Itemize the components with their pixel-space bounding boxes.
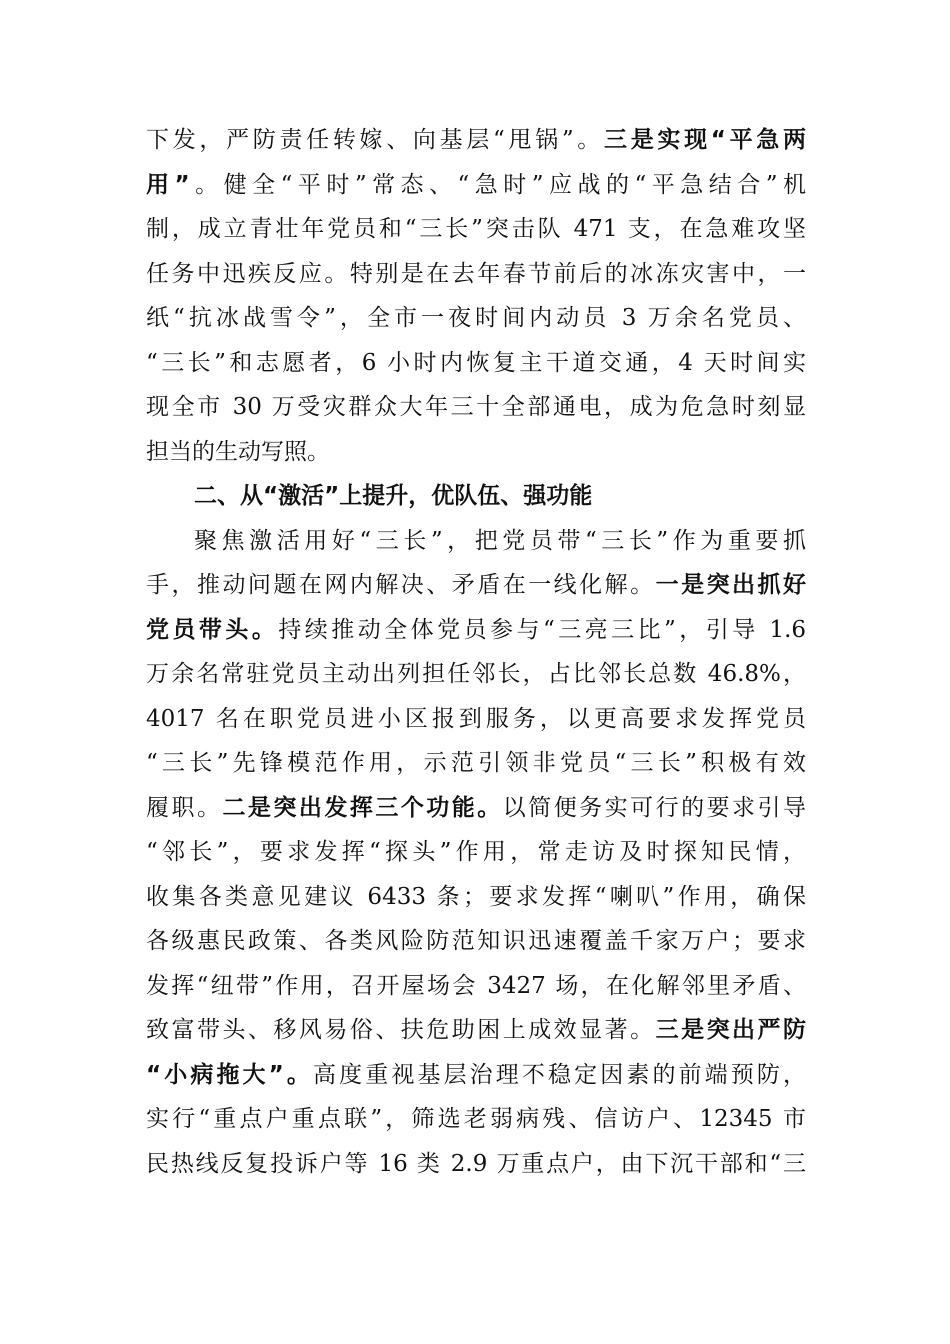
section-heading: 二、从“激活”上提升，优队伍、强功能 <box>194 483 593 509</box>
text-line: 任务中迅疾反应。特别是在去年春节前后的冰冻灾害中，一 <box>146 260 806 287</box>
text-run: 履职。 <box>146 794 223 821</box>
bold-text-run: 三是突出严防 <box>655 1017 807 1043</box>
text-line: 4017 名在职党员进小区报到服务，以更高要求发挥党员 <box>146 705 806 732</box>
text-run: 下发，严防责任转嫁、向基层“甩锅”。 <box>146 127 605 153</box>
bold-text-run: 党员带头。 <box>146 616 279 643</box>
text-line <box>146 608 806 653</box>
bold-text-run: 用” <box>146 171 190 198</box>
text-line <box>146 1053 806 1098</box>
bold-text-run: 二是突出发挥三个功能。 <box>222 794 503 821</box>
text-run: 以简便务实可行的要求引导 <box>502 794 807 821</box>
text-line: 各级惠民政策、各类风险防范知识迅速覆盖千家万户；要求 <box>146 928 806 954</box>
text-line: 万余名常驻党员主动出列担任邻长，占比邻长总数 46.8%， <box>146 661 806 687</box>
text-line: “三长”和志愿者，6 小时内恢复主干道交通，4 天时间实 <box>146 349 806 376</box>
text-run: 高度重视基层治理不稳定因素的前端预防， <box>313 1061 807 1088</box>
text-line: 现全市 30 万受灾群众大年三十全部通电，成为危急时刻显 <box>146 394 806 420</box>
text-line <box>146 118 806 163</box>
text-line: 实行“重点户重点联”，筛选老弱病残、信访户、12345 市 <box>146 1106 806 1132</box>
bold-text-run: “小病拖大”。 <box>146 1061 314 1088</box>
text-line <box>146 1008 806 1053</box>
text-line: 发挥“纽带”作用，召开屋场会 3427 场，在化解邻里矛盾、 <box>146 972 806 999</box>
text-run: 手，推动问题在网内解决、矛盾在一线化解。 <box>146 572 656 598</box>
text-line: 聚焦激活用好“三长”，把党员带“三长”作为重要抓 <box>194 527 806 554</box>
text-line <box>146 163 806 208</box>
text-line: 制，成立青壮年党员和“三长”突击队 471 支，在急难攻坚 <box>146 216 806 242</box>
text-run: 持续推动全体党员参与“三亮三比”，引导 1.6 <box>278 616 807 643</box>
text-line <box>146 786 806 831</box>
bold-text-run: 一是突出抓好 <box>655 572 807 598</box>
text-line <box>146 563 806 608</box>
text-run: 致富带头、移风易俗、扶危助困上成效显著。 <box>146 1017 656 1043</box>
text-line: 纸“抗冰战雪令”，全市一夜时间内动员 3 万余名党员、 <box>146 305 806 331</box>
text-run: 。健全“平时”常态、“急时”应战的“平急结合”机 <box>189 171 806 198</box>
bold-text-run: 三是实现“平急两 <box>604 127 806 153</box>
text-line: 收集各类意见建议 6433 条；要求发挥“喇叭”作用，确保 <box>146 883 806 910</box>
text-line: 民热线反复投诉户等 16 类 2.9 万重点户，由下沉干部和“三 <box>146 1150 806 1177</box>
text-line: “三长”先锋模范作用，示范引领非党员“三长”积极有效 <box>146 750 806 776</box>
body-text <box>146 118 806 1186</box>
text-line: “邻长”，要求发挥“探头”作用，常走访及时探知民情， <box>146 839 806 865</box>
text-line: 担当的生动写照。 <box>146 438 330 465</box>
